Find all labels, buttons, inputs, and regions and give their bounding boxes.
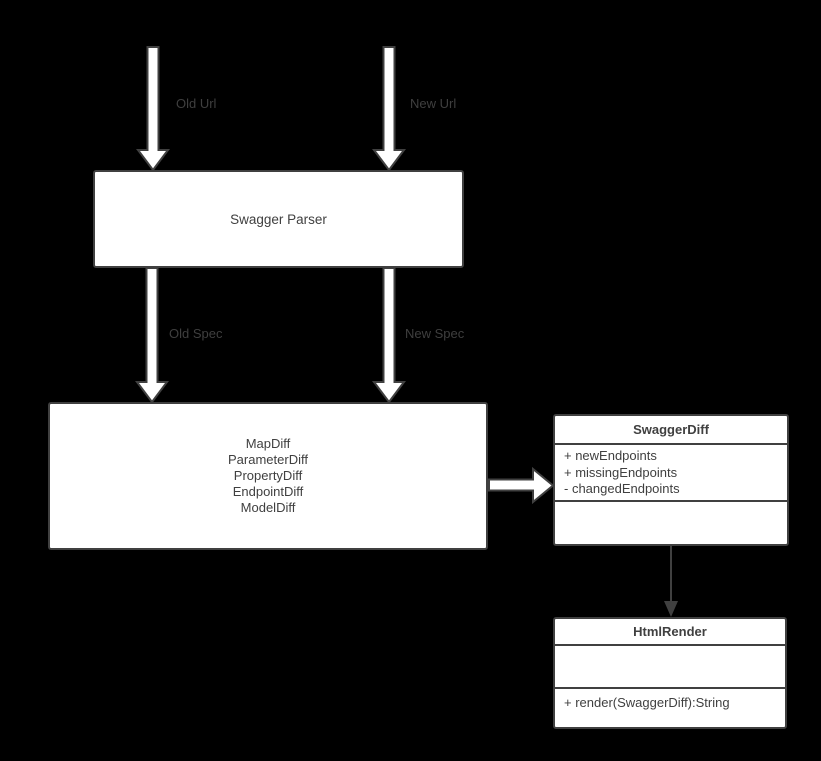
edge-label-old-url: Old Url — [176, 96, 217, 111]
diff-to-swaggerdiff-arrow — [489, 469, 553, 502]
htmlrender-class-attributes — [555, 646, 785, 689]
class-method: + render(SwaggerDiff):String — [564, 695, 730, 710]
swaggerdiff-class-node — [553, 414, 789, 546]
htmlrender-class-methods — [555, 689, 785, 727]
swaggerdiff-class-title: SwaggerDiff — [555, 416, 787, 445]
diff-engine-line: ParameterDiff — [228, 452, 308, 467]
class-attribute: + newEndpoints — [564, 448, 657, 463]
edge-label-new-spec: New Spec — [405, 326, 465, 341]
diff-engine-line: MapDiff — [245, 436, 291, 451]
new-url-arrow — [374, 47, 404, 170]
diff-engine-line: ModelDiff — [240, 500, 296, 515]
class-attribute: - changedEndpoints — [564, 481, 680, 496]
swaggerdiff-to-htmlrender-arrowhead — [664, 601, 678, 617]
diff-engine-node — [48, 402, 488, 550]
edge-label-old-spec: Old Spec — [169, 326, 223, 341]
new-spec-arrow — [374, 268, 404, 402]
diff-engine-line: EndpointDiff — [232, 484, 304, 499]
class-attribute: + missingEndpoints — [564, 464, 678, 480]
swaggerdiff-class-attributes — [555, 445, 787, 502]
swagger-parser-node — [93, 170, 464, 268]
htmlrender-class-title: HtmlRender — [555, 619, 785, 646]
old-spec-arrow — [137, 268, 167, 402]
old-url-arrow — [138, 47, 168, 170]
swaggerdiff-class-methods — [555, 502, 787, 544]
htmlrender-class-node — [553, 617, 787, 729]
edge-label-new-url: New Url — [410, 96, 457, 111]
diff-engine-line: PropertyDiff — [233, 468, 303, 483]
swagger-parser-label: Swagger Parser — [230, 211, 327, 227]
